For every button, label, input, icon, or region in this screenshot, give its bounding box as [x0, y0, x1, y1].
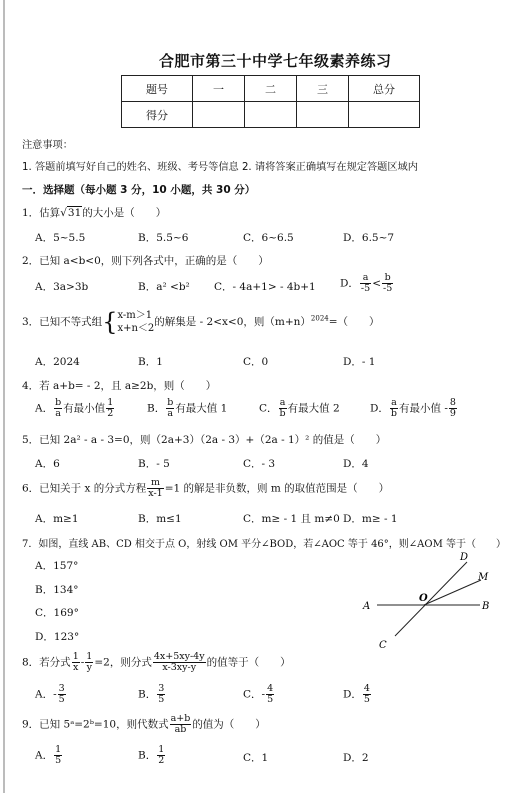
fraction-den: 5 [363, 694, 370, 705]
score-cell: 总分 [349, 76, 420, 102]
fraction-den: ab [174, 724, 187, 735]
q3-option-a: A．2024 [35, 356, 80, 368]
q8-option-d [343, 684, 372, 705]
q9-option-d: D．2 [343, 752, 369, 764]
q4-a-label: A． [35, 402, 54, 415]
fraction-den: a [55, 408, 61, 419]
fraction-den: a [167, 408, 174, 419]
q1-prefix: 1．估算 [22, 207, 61, 219]
question-8 [22, 652, 291, 673]
q4-option-c [259, 398, 340, 419]
q1-option-d: D．6.5~7 [343, 232, 395, 244]
q9-prefix: 9．已知 5ᵃ=2ᵇ=10，则代数式 [22, 718, 169, 731]
score-blank-cell[interactable] [297, 102, 349, 128]
q3-option-d: D．- 1 [343, 356, 376, 368]
fraction-den: x [73, 662, 79, 673]
question-7: 7．如图，直线 AB、CD 相交于点 O，射线 OM 平分∠BOD，若∠AOC 等于 46°，则∠AOM 等于（ ） [22, 539, 507, 550]
score-blank-cell[interactable] [193, 102, 245, 128]
q4-c-text: 有最大值 2 [287, 402, 340, 415]
q9-suffix: 的值为（ ） [192, 718, 266, 731]
q8-a-label: A．- [35, 688, 57, 701]
fraction-den: x-1 [148, 488, 163, 499]
line-cd [395, 562, 467, 636]
fraction-num: 4x+5xy-4y [153, 651, 205, 662]
q9-option-b [138, 745, 166, 766]
fraction-num: 8 [449, 397, 456, 408]
score-cell: 题号 [122, 76, 193, 102]
score-table-score-row [122, 102, 420, 128]
notes-heading: 注意事项： [22, 140, 73, 151]
fraction-num: a+b [170, 713, 191, 724]
fraction-num: 1 [158, 744, 165, 755]
fraction [72, 652, 80, 673]
q5-option-d: D．4 [343, 458, 369, 470]
q6-option-b: B．m≤1 [138, 513, 182, 525]
q6-suffix: =1 的解是非负数，则 m 的取值范围是（ ） [164, 482, 390, 495]
q9-b-label: B． [138, 749, 157, 762]
score-table [121, 75, 420, 128]
q2-option-d [340, 273, 394, 294]
less-than-sign: < [372, 277, 381, 290]
system-line-2: x+n＜2 [117, 323, 155, 334]
inequality-system [117, 309, 154, 335]
q3-option-b: B．1 [138, 356, 163, 368]
q3-prefix: 3．已知不等式组 [22, 316, 103, 328]
q3-option-c: C．0 [243, 356, 269, 368]
fraction-num: b [55, 397, 62, 408]
q8-option-b [138, 684, 166, 705]
q1-option-a: A．5~5.5 [35, 232, 86, 244]
q1-suffix: 的大小是（ ） [82, 207, 167, 219]
q8-option-a [35, 684, 67, 705]
fraction-num: a [279, 397, 286, 408]
q7-option-d: D．123° [35, 631, 80, 643]
fraction [106, 398, 114, 419]
fraction [449, 398, 457, 419]
q4-option-d [370, 398, 458, 419]
q8-prefix: 8．若分式 [22, 656, 71, 669]
score-cell: 一 [193, 76, 245, 102]
fraction-num: 1 [86, 651, 93, 662]
fraction-num: a [391, 397, 397, 408]
q4-d-label: D． [370, 402, 389, 415]
section-heading: 一．选择题（每小题 3 分，10 小题，共 30 分） [22, 184, 256, 196]
fraction [153, 652, 206, 673]
q7-option-c: C．169° [35, 607, 79, 619]
fraction [266, 684, 274, 705]
ray-om [424, 580, 481, 605]
fraction-den: 5 [267, 694, 274, 705]
q4-option-b [147, 398, 227, 419]
q7-option-b: B．134° [35, 584, 79, 596]
score-cell: 三 [297, 76, 349, 102]
question-5: 5．已知 2a² - a - 3=0，则（2a+3）（2a - 3）+（2a - 1）² 的值是（ ） [22, 434, 387, 446]
q6-prefix: 6．已知关于 x 的分式方程 [22, 482, 147, 495]
fraction [360, 273, 371, 294]
fraction-num: 1 [55, 744, 62, 755]
q4-c-label: C． [259, 402, 278, 415]
q3-exponent: 2024 [310, 314, 329, 323]
question-6 [22, 478, 389, 499]
q2-option-a: A．3a>3b [35, 281, 89, 293]
question-9 [22, 714, 266, 735]
q8-suffix: 的值等于（ ） [206, 656, 291, 669]
label-o: O [419, 593, 428, 604]
sqrt-symbol: √ [60, 207, 67, 219]
fraction [54, 398, 62, 419]
q9-option-c: C．1 [243, 752, 269, 764]
score-cell: 得分 [122, 102, 193, 128]
q4-b-label: B． [147, 402, 166, 415]
fraction-num: m [147, 478, 163, 489]
fraction [157, 745, 165, 766]
q5-option-c: C．- 3 [243, 458, 276, 470]
fraction-num: b [382, 273, 393, 284]
page-title: 合肥市第三十中学七年级素养练习 [159, 52, 392, 70]
fraction [382, 273, 393, 294]
fraction [147, 478, 163, 499]
q8-c-label: C．- [243, 688, 266, 701]
fraction [390, 398, 398, 419]
q4-d-text: 有最小值 - [399, 402, 448, 415]
question-2: 2．已知 a<b<0，则下列各式中，正确的是（ ） [22, 255, 269, 267]
left-margin-bar [3, 0, 5, 793]
q8-b-label: B． [138, 688, 157, 701]
fraction [157, 684, 165, 705]
q3-end: =（ ） [328, 316, 380, 328]
fraction [58, 684, 66, 705]
fraction [54, 745, 62, 766]
fraction-num: 4 [363, 683, 370, 694]
score-table-header-row [122, 76, 420, 102]
question-4: 4．若 a+b= - 2，且 a≥2b，则（ ） [22, 380, 217, 392]
fraction-den: 5 [55, 755, 62, 766]
q1-option-b: B．5.5~6 [138, 232, 189, 244]
score-blank-cell[interactable] [245, 102, 297, 128]
q5-option-b: B．- 5 [138, 458, 170, 470]
question-1 [22, 205, 166, 220]
q8-option-c [243, 684, 275, 705]
q7-option-a: A．157° [35, 560, 79, 572]
fraction-num: 4 [267, 683, 274, 694]
fraction-den: 5 [58, 694, 65, 705]
question-3 [22, 309, 380, 335]
fraction-den: y [86, 662, 92, 673]
fraction [170, 714, 192, 735]
q8-d-label: D． [343, 688, 362, 701]
q4-a-text: 有最小值 [63, 402, 106, 415]
q3-suffix: 的解集是 - 2<x<0，则（m+n） [154, 316, 311, 328]
label-m: M [478, 572, 489, 583]
q6-option-a: A．m≥1 [35, 513, 79, 525]
fraction-den: 5 [158, 694, 165, 705]
label-b: B [482, 601, 490, 612]
system-line-1: x-m＞1 [117, 310, 153, 321]
q2-d-label: D． [340, 277, 359, 290]
fraction-den: x-3xy-y [162, 662, 197, 673]
q8-mid-text: =2，则分式 [94, 656, 152, 669]
fraction [166, 398, 174, 419]
q2-option-c: C．- 4a+1> - 4b+1 [214, 281, 316, 293]
q9-option-a [35, 745, 63, 766]
notes-line: 1. 答题前填写好自己的姓名、班级、考号等信息 2. 请将答案正确填写在规定答题区域内 [22, 162, 418, 173]
fraction-den: 2 [107, 408, 114, 419]
fraction-num: 1 [107, 397, 114, 408]
fraction [363, 684, 371, 705]
label-d: D [460, 552, 469, 563]
fraction-den: -5 [360, 283, 371, 294]
fraction [279, 398, 287, 419]
fraction [85, 652, 93, 673]
brace-symbol: { [102, 308, 118, 336]
minus-sign: - [80, 656, 85, 669]
q1-radicand: 31 [67, 207, 82, 219]
fraction-den: b [390, 408, 398, 419]
label-a: A [363, 601, 371, 612]
fraction-num: 3 [58, 683, 65, 694]
fraction-den: -5 [383, 283, 393, 294]
fraction-num: a [360, 273, 371, 284]
fraction-num: 3 [158, 683, 165, 694]
fraction-den: 9 [449, 408, 456, 419]
q1-option-c: C．6~6.5 [243, 232, 294, 244]
score-blank-cell[interactable] [349, 102, 420, 128]
q4-option-a [35, 398, 115, 419]
score-cell: 二 [245, 76, 297, 102]
q6-option-d: D．m≥ - 1 [343, 513, 398, 525]
fraction-den: b [279, 408, 286, 419]
q7-geometry-figure [355, 548, 505, 658]
fraction-num: b [167, 397, 174, 408]
fraction-den: 2 [158, 755, 165, 766]
q6-option-c: C．m≥ - 1 且 m≠0 [243, 513, 340, 525]
label-c: C [379, 640, 387, 651]
q2-option-b: B．a² <b² [138, 281, 190, 293]
q5-option-a: A．6 [35, 458, 60, 470]
q4-b-text: 有最大值 1 [175, 402, 228, 415]
q9-a-label: A． [35, 749, 54, 762]
fraction-num: 1 [72, 651, 79, 662]
